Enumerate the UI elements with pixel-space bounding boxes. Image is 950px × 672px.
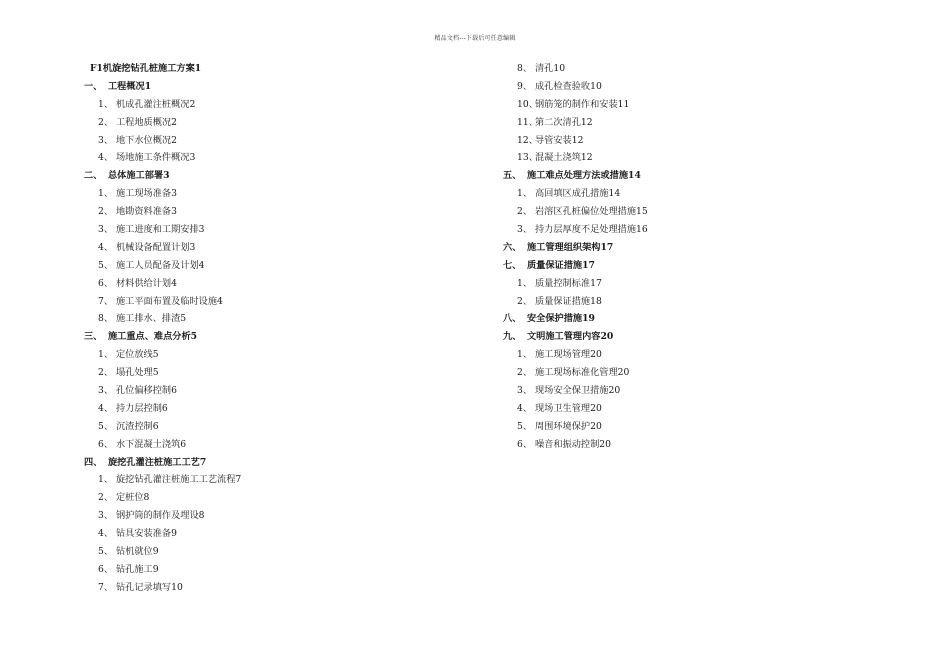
toc-label: 清孔10	[535, 63, 566, 74]
toc-number: 10、	[517, 98, 538, 110]
toc-number: 一、	[84, 80, 103, 92]
toc-item[interactable]	[84, 239, 414, 257]
toc-item[interactable]	[84, 525, 414, 543]
toc-item[interactable]	[84, 185, 414, 203]
toc-item[interactable]	[503, 346, 833, 364]
toc-label: 地下水位概况2	[116, 134, 177, 146]
toc-item[interactable]	[84, 149, 414, 167]
toc-item[interactable]	[503, 221, 833, 239]
toc-label: 钻机就位9	[116, 546, 159, 558]
toc-label: 旋挖钻孔灌注桩施工工艺流程7	[116, 474, 242, 486]
toc-number: 四、	[84, 456, 103, 468]
toc-number: 1、	[98, 474, 114, 486]
toc-label: 成孔检查验收10	[535, 80, 602, 92]
toc-label: 施工重点、难点分析5	[108, 331, 198, 343]
toc-item[interactable]	[84, 382, 414, 400]
toc-item[interactable]	[503, 293, 833, 311]
toc-number: 三、	[84, 331, 103, 343]
toc-label: 施工现场标准化管理20	[535, 367, 630, 379]
toc-label: 现场安全保卫措施20	[535, 385, 621, 397]
toc-label: 钻孔记录填写10	[116, 581, 183, 593]
toc-number: 五、	[503, 170, 522, 182]
toc-item[interactable]	[503, 96, 833, 114]
header-note: 精品文档---下载后可任意编辑	[434, 35, 516, 42]
toc-label: 材料供给计划4	[116, 277, 177, 289]
toc-section[interactable]	[84, 167, 414, 185]
toc-label: 施工难点处理方法或措施14	[527, 170, 641, 182]
toc-label: 施工管理组织架构17	[527, 241, 614, 253]
toc-section[interactable]	[84, 328, 414, 346]
toc-item[interactable]	[84, 489, 414, 507]
toc-item[interactable]	[84, 346, 414, 364]
toc-item[interactable]	[503, 436, 833, 454]
toc-label: 施工人员配备及计划4	[116, 259, 205, 271]
toc-label: 定位放线5	[116, 349, 159, 361]
toc-item[interactable]	[503, 149, 833, 167]
toc-number: 3、	[98, 134, 114, 146]
toc-number: 8、	[98, 313, 114, 325]
toc-label: 钻具安装准备9	[116, 528, 177, 540]
toc-item[interactable]	[84, 579, 414, 597]
toc-number: 4、	[98, 241, 114, 253]
toc-item[interactable]	[503, 114, 833, 132]
toc-item[interactable]	[503, 275, 833, 293]
toc-item[interactable]	[84, 203, 414, 221]
toc-number: 2、	[98, 492, 114, 504]
toc-label: 现场卫生管理20	[535, 402, 602, 414]
toc-section[interactable]	[503, 310, 833, 328]
toc-item[interactable]	[503, 78, 833, 96]
toc-number: 1、	[98, 98, 114, 110]
toc-item[interactable]	[503, 400, 833, 418]
toc-item[interactable]	[84, 561, 414, 579]
toc-number: 11、	[517, 116, 538, 128]
toc-right-column	[503, 60, 833, 454]
toc-number: 2、	[517, 367, 533, 379]
toc-number: 3、	[517, 385, 533, 397]
toc-number: 7、	[98, 295, 114, 307]
toc-label: 施工平面布置及临时设施4	[116, 295, 223, 307]
toc-item[interactable]	[84, 471, 414, 489]
toc-item[interactable]	[84, 96, 414, 114]
toc-item[interactable]	[84, 364, 414, 382]
toc-label: 持力层控制6	[116, 402, 168, 414]
toc-label: 高回填区成孔措施14	[535, 188, 621, 200]
toc-section[interactable]	[84, 454, 414, 472]
toc-item[interactable]	[503, 60, 833, 78]
toc-item[interactable]	[503, 364, 833, 382]
toc-number: 2、	[98, 206, 114, 218]
toc-section[interactable]	[84, 78, 414, 96]
toc-item[interactable]	[503, 185, 833, 203]
toc-number: 1、	[517, 188, 533, 200]
toc-label: 噪音和振动控制20	[535, 438, 612, 450]
toc-number: 1、	[517, 349, 533, 361]
toc-item[interactable]	[84, 257, 414, 275]
toc-label: 沉渣控制6	[116, 420, 159, 432]
toc-item[interactable]	[503, 203, 833, 221]
toc-number: 12、	[517, 134, 538, 146]
toc-number: 2、	[98, 116, 114, 128]
toc-number: 九、	[503, 331, 522, 343]
toc-section[interactable]	[503, 239, 833, 257]
toc-number: 1、	[98, 349, 114, 361]
toc-label: 定桩位8	[116, 492, 150, 504]
toc-number: 4、	[98, 152, 114, 164]
toc-item[interactable]	[84, 275, 414, 293]
toc-item[interactable]	[84, 114, 414, 132]
toc-title[interactable]: F1机旋挖钻孔桩施工方案1	[90, 63, 202, 74]
toc-number: 5、	[98, 259, 114, 271]
toc-item[interactable]	[84, 293, 414, 311]
toc-label: 场地施工条件概况3	[116, 152, 196, 164]
toc-number: 4、	[517, 402, 533, 414]
toc-number: 3、	[98, 510, 114, 522]
toc-number: 9、	[517, 80, 533, 92]
toc-label: 机成孔灌注桩概况2	[116, 98, 196, 110]
toc-number: 4、	[98, 402, 114, 414]
toc-label: 持力层厚度不足处理措施16	[535, 224, 648, 236]
toc-item[interactable]	[503, 382, 833, 400]
toc-label: 混凝土浇筑12	[535, 152, 593, 164]
toc-number: 4、	[98, 528, 114, 540]
toc-number: 13、	[517, 152, 538, 164]
toc-label: 工程地质概况2	[116, 116, 177, 128]
toc-number: 3、	[98, 224, 114, 236]
toc-label: 第二次清孔12	[535, 116, 593, 128]
toc-label: 旋挖孔灌注桩施工工艺7	[108, 456, 207, 468]
toc-label: 机械设备配置计划3	[116, 241, 196, 253]
toc-number: 6、	[98, 563, 114, 575]
toc-label: 钢筋笼的制作和安装11	[535, 98, 630, 110]
toc-item[interactable]	[84, 418, 414, 436]
toc-number: 5、	[98, 420, 114, 432]
toc-label: 质量保证措施18	[535, 295, 602, 307]
toc-label: 塌孔处理5	[116, 367, 159, 379]
toc-item[interactable]	[84, 436, 414, 454]
toc-number: 6、	[98, 277, 114, 289]
toc-label: 质量保证措施17	[527, 259, 595, 271]
toc-label: 总体施工部署3	[108, 170, 170, 182]
toc-item[interactable]	[503, 418, 833, 436]
toc-label: 岩溶区孔桩偏位处理措施15	[535, 206, 648, 218]
toc-item[interactable]	[84, 221, 414, 239]
toc-number: 七、	[503, 259, 522, 271]
toc-label: 质量控制标准17	[535, 277, 602, 289]
toc-section[interactable]	[503, 328, 833, 346]
toc-number: 3、	[517, 224, 533, 236]
toc-label: 导管安装12	[535, 134, 584, 146]
toc-item[interactable]	[84, 507, 414, 525]
toc-item[interactable]	[84, 132, 414, 150]
toc-number: 八、	[503, 313, 522, 325]
toc-number: 8、	[517, 63, 533, 74]
toc-label: 施工排水、排渣5	[116, 313, 187, 325]
toc-label: 施工现场准备3	[116, 188, 177, 200]
toc-section[interactable]	[503, 167, 833, 185]
toc-item[interactable]	[84, 310, 414, 328]
toc-label: 钢护筒的制作及埋设8	[116, 510, 205, 522]
toc-item[interactable]	[84, 400, 414, 418]
toc-label: 水下混凝土浇筑6	[116, 438, 187, 450]
toc-number: 7、	[98, 581, 114, 593]
toc-number: 2、	[98, 367, 114, 379]
toc-number: 5、	[517, 420, 533, 432]
toc-label: 孔位偏移控制6	[116, 385, 177, 397]
toc-label: 工程概况1	[108, 80, 152, 92]
toc-item[interactable]	[503, 132, 833, 150]
toc-section[interactable]	[503, 257, 833, 275]
toc-number: 6、	[517, 438, 533, 450]
toc-label: 地勘资料准备3	[116, 206, 177, 218]
toc-label: 施工现场管理20	[535, 349, 602, 361]
toc-label: 安全保护措施19	[527, 313, 595, 325]
toc-label: 文明施工管理内容20	[527, 331, 614, 343]
toc-number: 6、	[98, 438, 114, 450]
toc-label: 钻孔施工9	[116, 563, 159, 575]
toc-number: 1、	[517, 277, 533, 289]
toc-number: 2、	[517, 206, 533, 218]
toc-item[interactable]	[84, 543, 414, 561]
toc-label: 周围环境保护20	[535, 420, 602, 432]
toc-number: 1、	[98, 188, 114, 200]
toc-number: 六、	[503, 241, 522, 253]
toc-number: 2、	[517, 295, 533, 307]
toc-left-column	[84, 60, 414, 597]
toc-number: 二、	[84, 170, 103, 182]
toc-number: 3、	[98, 385, 114, 397]
toc-label: 施工进度和工期安排3	[116, 224, 205, 236]
toc-number: 5、	[98, 546, 114, 558]
